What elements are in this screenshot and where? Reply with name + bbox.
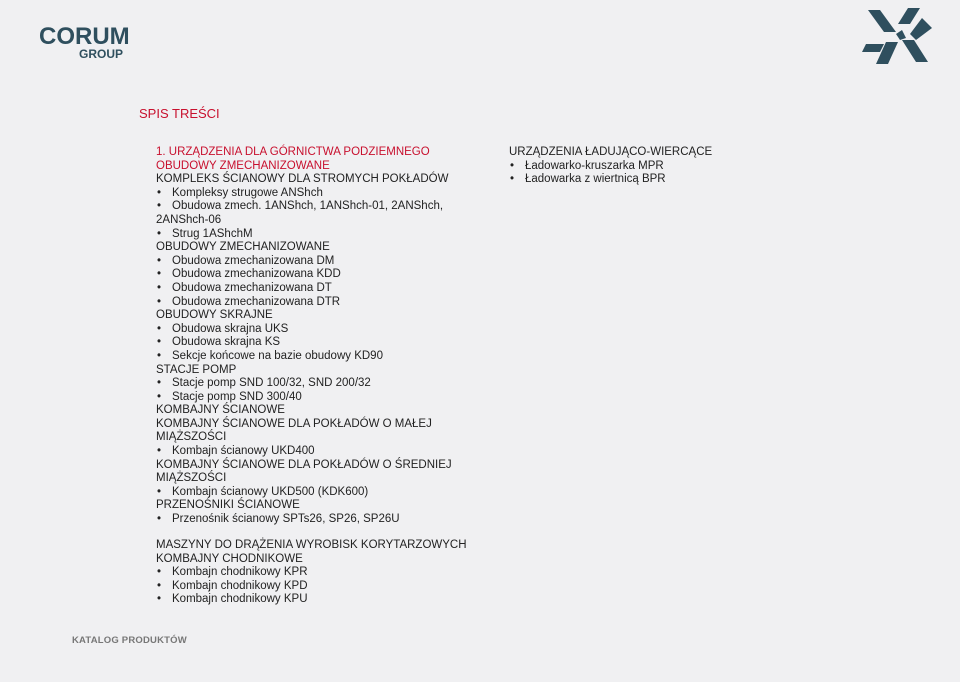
list-item: • Kombajn ścianowy UKD500 (KDK600) (156, 486, 476, 500)
toc-column-left-lower (156, 539, 486, 607)
list-item: • Obudowa zmechanizowana DM (156, 255, 476, 269)
list-item: • Ładowarka z wiertnicą BPR (509, 173, 749, 187)
logo-sub-text: GROUP (78, 47, 123, 61)
list-item: • Obudowa zmechanizowana DT (156, 282, 476, 296)
category-heading: MASZYNY DO DRĄŻENIA WYROBISK KORYTARZOWYCH (156, 539, 467, 551)
brand-mark-icon (862, 4, 934, 68)
list-item: • Przenośnik ścianowy SPTs26, SP26, SP26U (156, 513, 476, 527)
section-heading: 1. URZĄDZENIA DLA GÓRNICTWA PODZIEMNEGO (156, 146, 430, 158)
category-heading: KOMBAJNY ŚCIANOWE DLA POKŁADÓW O ŚREDNIEJ (156, 458, 452, 471)
list-item: • Kombajn chodnikowy KPR (156, 566, 486, 580)
list-item: • Kombajn chodnikowy KPU (156, 593, 486, 607)
category-heading: KOMPLEKS ŚCIANOWY DLA STROMYCH POKŁADÓW (156, 173, 449, 186)
list-item: • Obudowa zmechanizowana DTR (156, 296, 476, 310)
category-heading: KOMBAJNY ŚCIANOWE (156, 404, 285, 417)
toc-column-left (156, 146, 476, 527)
category-heading: KOMBAJNY ŚCIANOWE DLA POKŁADÓW O MAŁEJ (156, 417, 432, 430)
section-subheading: OBUDOWY ZMECHANIZOWANE (156, 159, 330, 172)
list-item: • Kombajn chodnikowy KPD (156, 580, 486, 594)
list-item: • Obudowa zmechanizowana KDD (156, 268, 476, 282)
list-item: • Obudowa zmech. 1ANShch, 1ANShch-01, 2ANShch, (156, 200, 476, 214)
page-title: SPIS TREŚCI (139, 106, 220, 121)
list-item: • Obudowa skrajna KS (156, 336, 476, 350)
list-item: • Stacje pomp SND 100/32, SND 200/32 (156, 377, 476, 391)
category-heading: PRZENOŚNIKI ŚCIANOWE (156, 499, 300, 512)
logo-main-text: CORUM (39, 23, 130, 50)
category-heading: URZĄDZENIA ŁADUJĄCO-WIERCĄCE (509, 146, 713, 158)
category-heading: OBUDOWY ZMECHANIZOWANE (156, 241, 330, 254)
list-item: • Ładowarko-kruszarka MPR (509, 160, 749, 174)
list-item: • Kombajn ścianowy UKD400 (156, 445, 476, 459)
list-item: • Sekcje końcowe na bazie obudowy KD90 (156, 350, 476, 364)
toc-column-right (509, 146, 749, 187)
footer-label: KATALOG PRODUKTÓW (72, 635, 187, 646)
category-heading: OBUDOWY SKRAJNE (156, 309, 273, 322)
list-item: • Strug 1AShchM (156, 228, 476, 242)
list-item: • Stacje pomp SND 300/40 (156, 391, 476, 405)
category-heading-continuation: MIĄŻSZOŚCI (156, 472, 227, 485)
list-item-continuation: 2ANShch-06 (156, 213, 222, 226)
category-heading: KOMBAJNY CHODNIKOWE (156, 552, 303, 565)
list-item: • Kompleksy strugowe ANShch (156, 187, 476, 201)
category-heading: STACJE POMP (156, 363, 237, 376)
list-item: • Obudowa skrajna UKS (156, 323, 476, 337)
category-heading-continuation: MIĄŻSZOŚCI (156, 431, 227, 444)
corum-logo (39, 25, 130, 59)
